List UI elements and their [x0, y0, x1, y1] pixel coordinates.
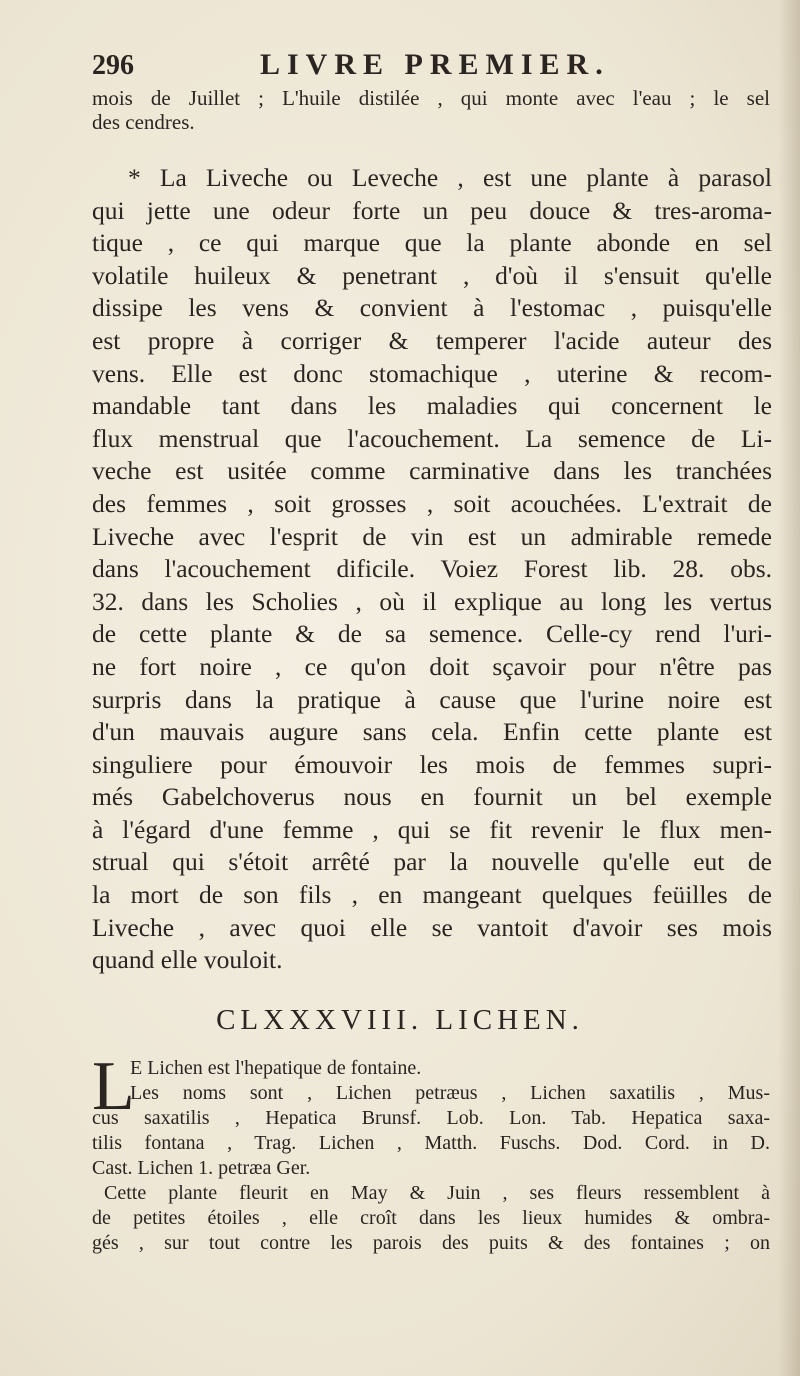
text-line: mois de Juillet ; L'huile distilée , qui monte avec l'eau ; le sel	[92, 86, 770, 110]
text-line: cus saxatilis , Hepatica Brunsf. Lob. Lon. Tab. Hepatica saxa-	[92, 1107, 770, 1129]
text-line: est propre à corriger & temperer l'acide auteur des	[92, 325, 772, 355]
page-gutter-shadow	[778, 0, 800, 1376]
text-line: Liveche , avec quoi elle se vantoit d'avoir ses mois	[92, 912, 772, 942]
text-line: qui jette une odeur forte un peu douce & tres-aroma-	[92, 195, 772, 225]
page-number: 296	[92, 50, 134, 81]
text-line: mandable tant dans les maladies qui concernent le	[92, 391, 772, 421]
text-line: 32. dans les Scholies , où il explique au long les vertus	[92, 586, 772, 616]
text-line: dans l'acouchement dificile. Voiez Forest lib. 28. obs.	[92, 554, 772, 584]
liveche-paragraph	[92, 162, 772, 977]
text-line: gés , sur tout contre les parois des puits & des fontaines ; on	[92, 1232, 770, 1254]
text-line: tique , ce qui marque que la plante abonde en sel	[92, 228, 772, 258]
text-line: quand elle vouloit.	[92, 945, 283, 975]
text-line: més Gabelchoverus nous en fournit un bel exemple	[92, 782, 772, 812]
lichen-entry	[92, 1056, 770, 1256]
text-line: Cette plante fleurit en May & Juin , ses fleurs ressemblent à	[104, 1182, 770, 1204]
text-line: des femmes , soit grosses , soit acouchées. L'extrait de	[92, 488, 772, 518]
page-header	[92, 46, 752, 86]
text-line: surpris dans la pratique à cause que l'urine noire est	[92, 684, 772, 714]
text-line: dissipe les vens & convient à l'estomac , puisqu'elle	[92, 293, 772, 323]
text-line: à l'égard d'une femme , qui se fit revenir le flux men-	[92, 814, 772, 844]
text-line: de cette plante & de sa semence. Celle-cy rend l'uri-	[92, 619, 772, 649]
text-line: Cast. Lichen 1. petræa Ger.	[92, 1157, 311, 1179]
text-line: singuliere pour émouvoir les mois de femmes supri-	[92, 749, 772, 779]
text-line: volatile huileux & penetrant , d'où il s'ensuit qu'elle	[92, 260, 772, 290]
text-line: * La Liveche ou Leveche , est une plante à parasol	[128, 163, 772, 192]
text-line: des cendres.	[92, 110, 195, 134]
text-line: la mort de son fils , en mangeant quelques feüilles de	[92, 880, 772, 910]
text-line: ne fort noire , ce qu'on doit sçavoir pour n'être pas	[92, 651, 772, 681]
section-heading: CLXXXVIII. LICHEN.	[216, 1004, 584, 1036]
text-line: Les noms sont , Lichen petræus , Lichen saxatilis , Mus-	[130, 1082, 770, 1104]
text-line: veche est usitée comme carminative dans les tranchées	[92, 456, 772, 486]
continued-text	[92, 86, 770, 134]
text-line: E Lichen est l'hepatique de fontaine.	[130, 1057, 422, 1079]
text-line: flux menstrual que l'acouchement. La semence de Li-	[92, 423, 772, 453]
text-line: vens. Elle est donc stomachique , uterine & recom-	[92, 358, 772, 388]
running-head: LIVRE PREMIER.	[260, 48, 610, 81]
text-line: strual qui s'étoit arrêté par la nouvelle qu'elle eut de	[92, 847, 772, 877]
text-line: tilis fontana , Trag. Lichen , Matth. Fuschs. Dod. Cord. in D.	[92, 1132, 770, 1154]
text-line: d'un mauvais augure sans cela. Enfin cette plante est	[92, 717, 772, 747]
text-line: de petites étoiles , elle croît dans les lieux humides & ombra-	[92, 1207, 770, 1229]
drop-cap: L	[92, 1048, 135, 1125]
text-line: Liveche avec l'esprit de vin est un admirable remede	[92, 521, 772, 551]
